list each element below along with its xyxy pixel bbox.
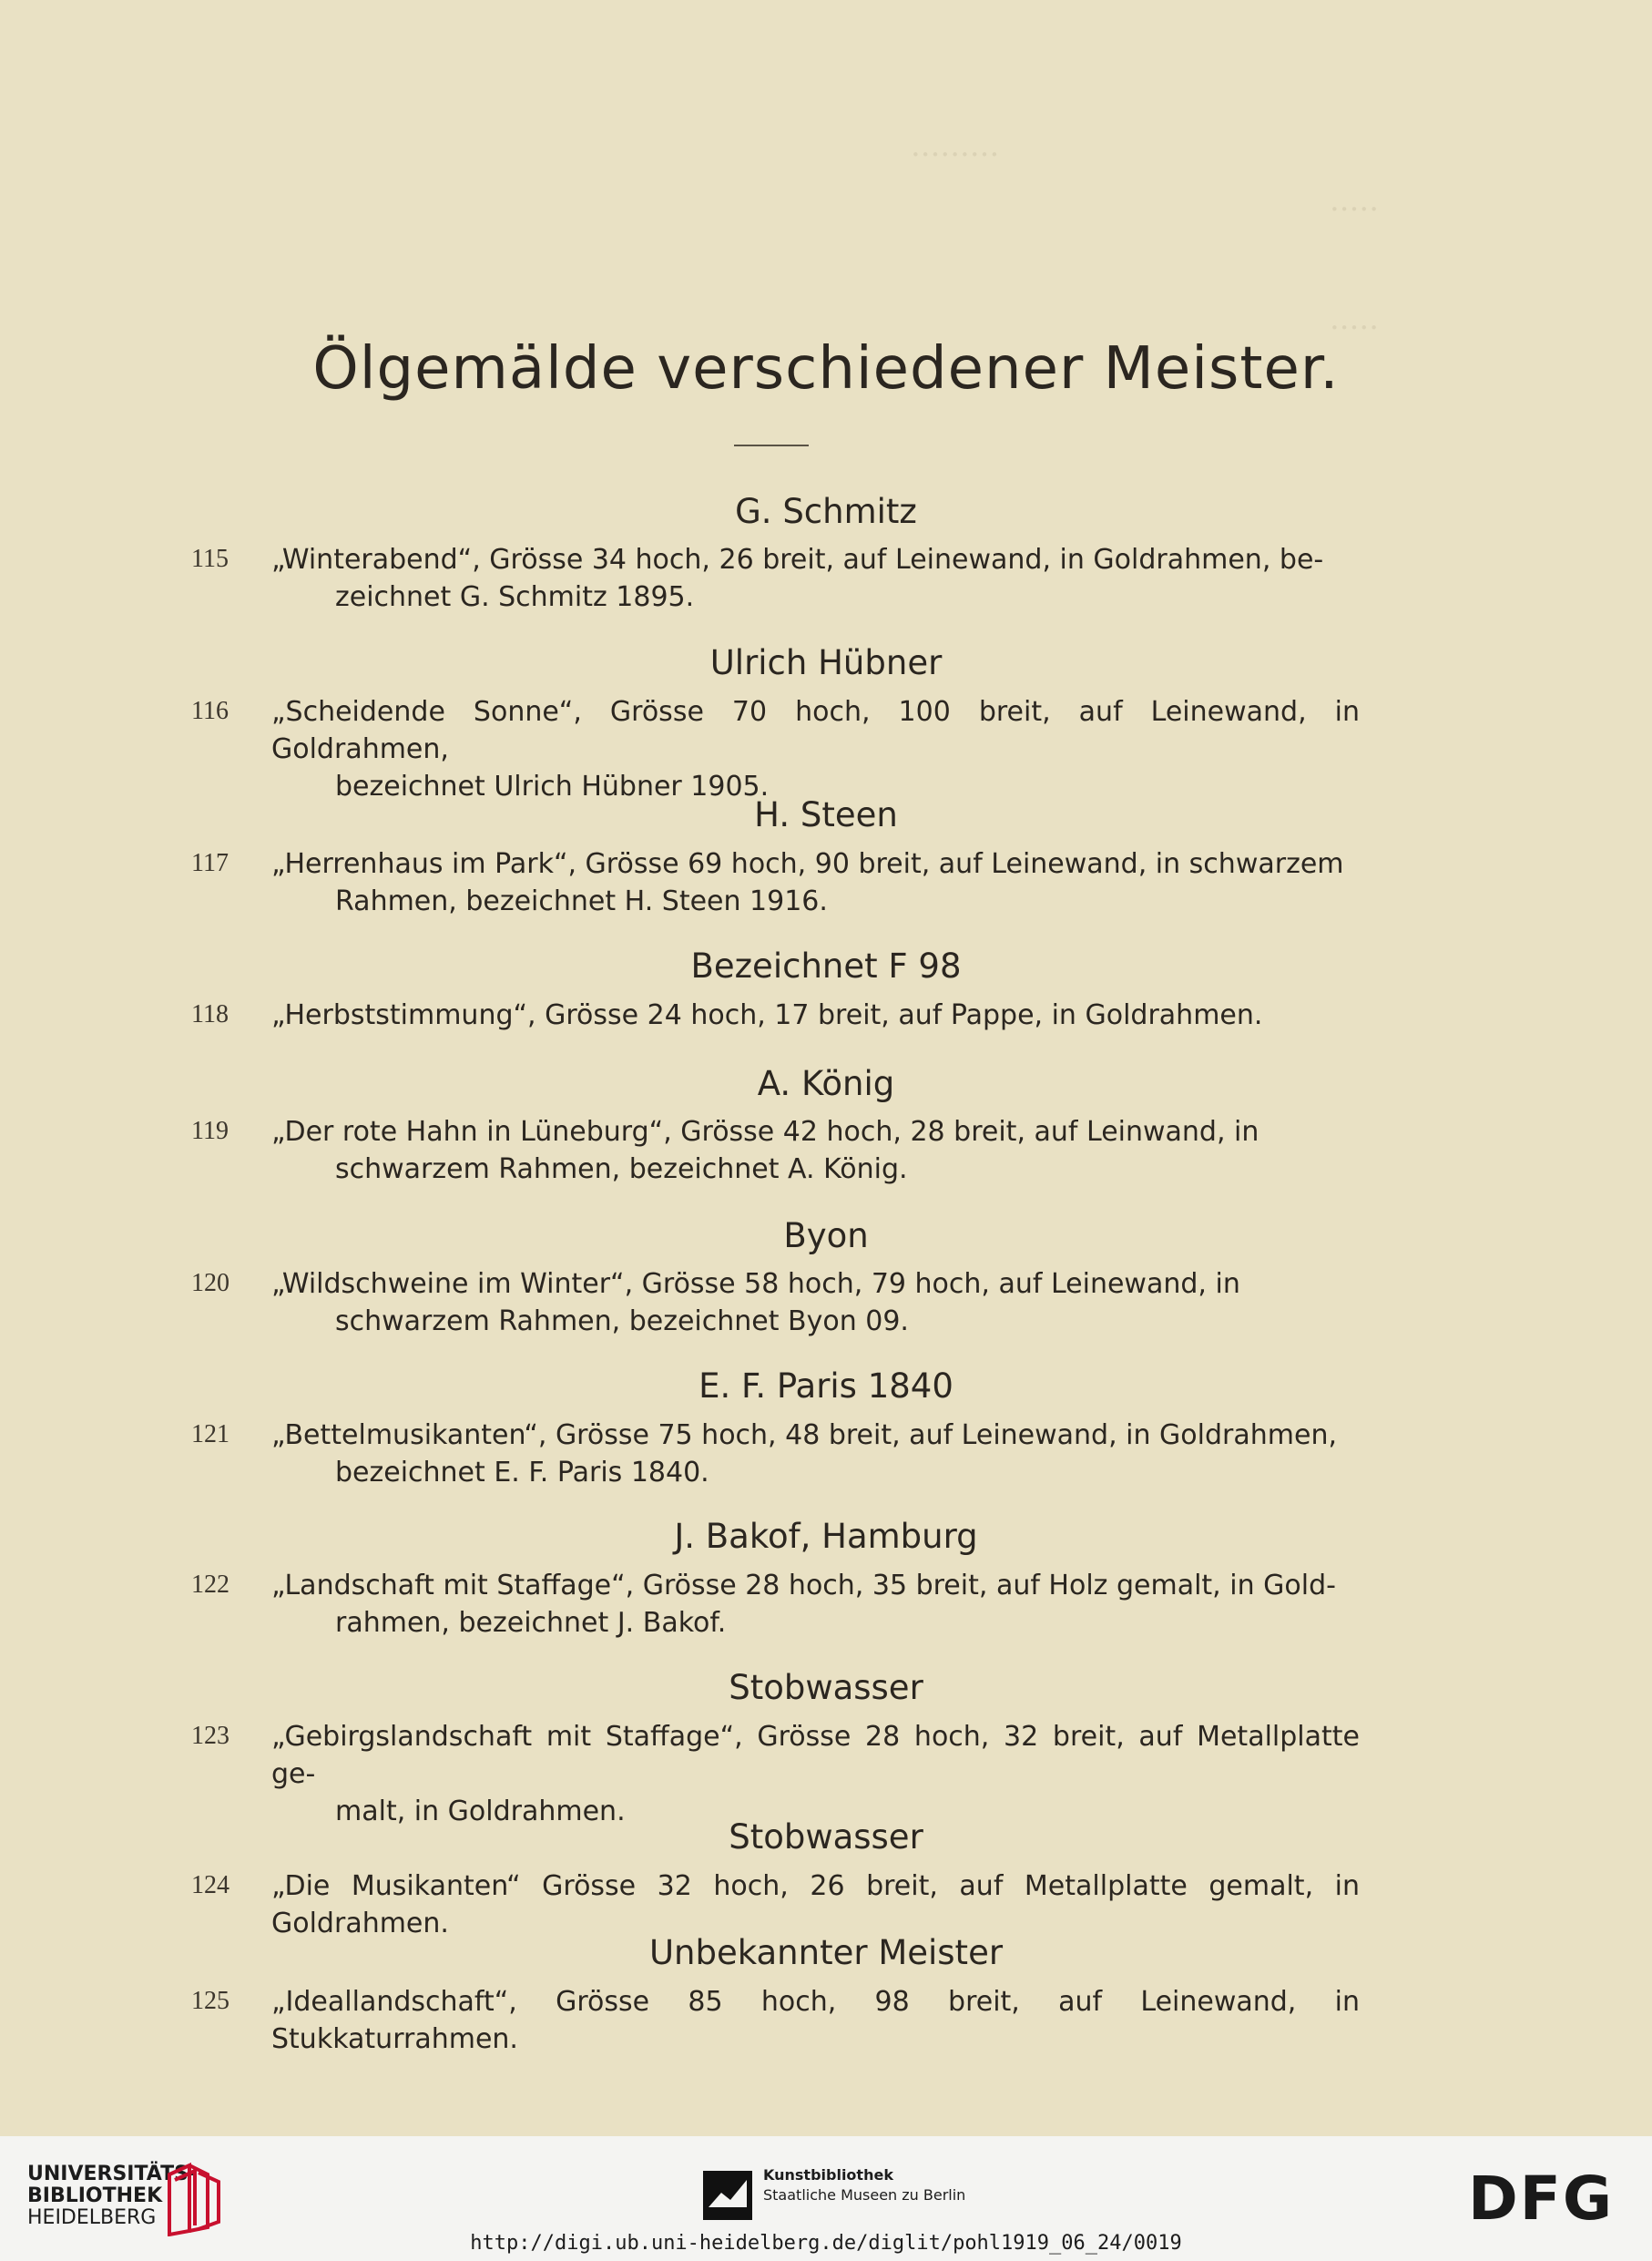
entry-number: 124 xyxy=(191,1871,229,1899)
artist-heading: Stobwasser xyxy=(729,1817,923,1857)
entry-line: „Landschaft mit Staffage“, Grösse 28 hoch, 35 breit, auf Holz gemalt, in Gold- xyxy=(271,1570,1336,1601)
entry-line: malt, in Goldrahmen. xyxy=(335,1796,626,1827)
page-title: Ölgemälde verschiedener Meister. xyxy=(312,335,1340,403)
university-library-logo-icon[interactable] xyxy=(162,2162,226,2236)
entry-number: 121 xyxy=(191,1420,229,1448)
library-name-line: UNIVERSITÄTS- xyxy=(27,2163,198,2185)
entry-line: rahmen, bezeichnet J. Bakof. xyxy=(335,1607,727,1639)
entry-description xyxy=(271,1265,1360,1340)
entry-description xyxy=(271,1113,1360,1188)
entry-description xyxy=(271,845,1360,920)
entry-description xyxy=(271,1983,1360,2058)
entry-line: „Wildschweine im Winter“, Grösse 58 hoch, 79 hoch, auf Leinewand, in xyxy=(271,1268,1240,1300)
entry-line: „Herrenhaus im Park“, Grösse 69 hoch, 90 breit, auf Leinewand, in schwarzem xyxy=(271,848,1344,880)
entry-description xyxy=(271,997,1360,1034)
entry-description xyxy=(271,1417,1360,1491)
artist-heading: Byon xyxy=(783,1216,869,1255)
entry-number: 123 xyxy=(191,1722,229,1750)
entry-number: 119 xyxy=(191,1117,229,1145)
dfg-logo[interactable]: DFG xyxy=(1468,2164,1615,2234)
artist-heading: G. Schmitz xyxy=(735,492,917,531)
artist-heading: Bezeichnet F 98 xyxy=(690,946,962,986)
entry-line: „Die Musikanten“ Grösse 32 hoch, 26 breit, auf Metallplatte gemalt, in Goldrahmen. xyxy=(271,1870,1360,1939)
entry-line: „Ideallandschaft“, Grösse 85 hoch, 98 breit, auf Leinewand, in Stukkaturrahmen. xyxy=(271,1986,1360,2055)
artist-heading: Unbekannter Meister xyxy=(648,1933,1004,1972)
viewer-footer xyxy=(0,2136,1652,2261)
entry-line: „Winterabend“, Grösse 34 hoch, 26 breit, auf Leinewand, in Goldrahmen, be- xyxy=(271,544,1324,576)
artist-heading: J. Bakof, Hamburg xyxy=(674,1517,978,1556)
artist-heading: A. König xyxy=(757,1064,895,1103)
entry-line: schwarzem Rahmen, bezeichnet A. König. xyxy=(335,1153,908,1185)
entry-line: „Der rote Hahn in Lüneburg“, Grösse 42 hoch, 28 breit, auf Leinwand, in xyxy=(271,1116,1259,1148)
entry-line: Rahmen, bezeichnet H. Steen 1916. xyxy=(335,885,828,917)
artist-heading: Ulrich Hübner xyxy=(709,643,943,682)
entry-line: bezeichnet E. F. Paris 1840. xyxy=(335,1457,709,1489)
artist-heading: Stobwasser xyxy=(729,1668,923,1707)
entry-description xyxy=(271,1567,1360,1642)
entry-number: 118 xyxy=(191,1000,229,1028)
entry-number: 122 xyxy=(191,1570,229,1599)
kunstbibliothek-logo-icon[interactable] xyxy=(703,2171,752,2220)
entry-line: „Herbststimmung“, Grösse 24 hoch, 17 breit, auf Pappe, in Goldrahmen. xyxy=(271,999,1263,1031)
entry-line: bezeichnet Ulrich Hübner 1905. xyxy=(335,771,770,803)
artist-heading: H. Steen xyxy=(754,795,898,834)
entry-line: „Scheidende Sonne“, Grösse 70 hoch, 100 breit, auf Leinewand, in Goldrahmen, xyxy=(271,696,1360,765)
entry-description xyxy=(271,693,1360,805)
entry-line: zeichnet G. Schmitz 1895. xyxy=(335,581,695,613)
entry-description xyxy=(271,1867,1360,1942)
title-divider xyxy=(734,445,809,446)
entry-number: 125 xyxy=(191,1987,229,2015)
library-name-line: BIBLIOTHEK xyxy=(27,2184,163,2207)
entry-number: 117 xyxy=(191,849,229,877)
kunstbibliothek-title: Kunstbibliothek xyxy=(763,2166,893,2184)
entry-number: 120 xyxy=(191,1269,229,1297)
entry-description xyxy=(271,541,1360,616)
entry-number: 116 xyxy=(191,697,229,725)
bleed-through-shadow: ········· ····· ····· xyxy=(911,137,1380,346)
kunstbibliothek-name[interactable] xyxy=(763,2165,965,2205)
permalink-url[interactable]: http://digi.ub.uni-heidelberg.de/diglit/pohl1919_06_24/0019 xyxy=(470,2232,1182,2255)
kunstbibliothek-subtitle: Staatliche Museen zu Berlin xyxy=(763,2186,966,2204)
artist-heading: E. F. Paris 1840 xyxy=(699,1366,953,1406)
entry-line: „Bettelmusikanten“, Grösse 75 hoch, 48 breit, auf Leinewand, in Goldrahmen, xyxy=(271,1419,1337,1451)
library-name-line: HEIDELBERG xyxy=(27,2206,157,2229)
entry-description xyxy=(271,1718,1360,1830)
entry-number: 115 xyxy=(191,545,229,573)
entry-line: schwarzem Rahmen, bezeichnet Byon 09. xyxy=(335,1305,909,1337)
entry-line: „Gebirgslandschaft mit Staffage“, Grösse 28 hoch, 32 breit, auf Metallplatte ge- xyxy=(271,1721,1360,1790)
